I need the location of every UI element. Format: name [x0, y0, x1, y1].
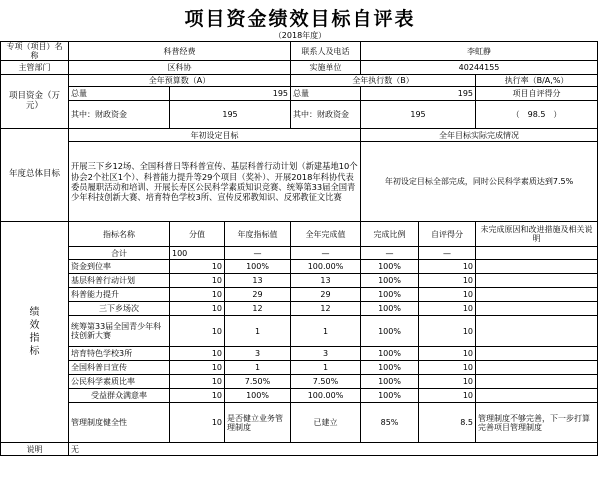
project-name-label: 专项（项目）名称 — [1, 42, 69, 61]
row-name: 统筹第33届全国青少年科技创新大赛 — [69, 316, 170, 347]
row-name: 公民科学素质比率 — [69, 375, 170, 389]
row-actual: 7.50% — [291, 375, 361, 389]
table-row — [1, 375, 598, 389]
row-reason — [476, 288, 598, 302]
row-self: 8.5 — [419, 403, 476, 443]
row-target: 3 — [225, 347, 291, 361]
note-value: 无 — [69, 443, 598, 456]
row-reason — [476, 361, 598, 375]
table-row — [1, 361, 598, 375]
total-ratio: — — [361, 247, 419, 260]
row-ratio: 100% — [361, 274, 419, 288]
row-score: 10 — [170, 389, 225, 403]
total-reason — [476, 247, 598, 260]
row-target: 100% — [225, 260, 291, 274]
table-row — [1, 389, 598, 403]
row-actual: 100.00% — [291, 389, 361, 403]
project-name-value: 科普经费 — [69, 42, 291, 61]
row-target: 7.50% — [225, 375, 291, 389]
budget-header: 全年预算数（A） — [69, 75, 291, 87]
exec-total-label: 总量 — [291, 87, 361, 101]
row-target: 1 — [225, 361, 291, 375]
row-ratio: 100% — [361, 260, 419, 274]
total-self: — — [419, 247, 476, 260]
perf-label-text: 绩效指标 — [29, 307, 40, 358]
initial-goal-header: 年初设定目标 — [69, 129, 361, 142]
evaluation-table — [0, 41, 598, 456]
report-year: （2018年度） — [273, 31, 327, 40]
row-self: 10 — [419, 302, 476, 316]
row-reason — [476, 260, 598, 274]
row-target: 1 — [225, 316, 291, 347]
row-target: 13 — [225, 274, 291, 288]
actual-goal-text: 年初设定目标全部完成，同时公民科学素质达到7.5% — [361, 142, 598, 222]
row-ratio: 100% — [361, 389, 419, 403]
row-ratio: 100% — [361, 316, 419, 347]
dept-label: 主管部门 — [1, 61, 69, 75]
row-target: 29 — [225, 288, 291, 302]
header-ratio: 完成比例 — [361, 222, 419, 247]
page-title: 项目资金绩效目标自评表 — [184, 8, 416, 30]
row-actual: 29 — [291, 288, 361, 302]
row-name: 受益群众满意率 — [69, 389, 170, 403]
row-self: 10 — [419, 389, 476, 403]
unit-value: 40244155 — [361, 61, 598, 75]
row-reason — [476, 347, 598, 361]
row-actual: 12 — [291, 302, 361, 316]
row-self: 10 — [419, 274, 476, 288]
row-name: 全国科普日宣传 — [69, 361, 170, 375]
row-target: 100% — [225, 389, 291, 403]
unit-label: 实施单位 — [291, 61, 361, 75]
row-name: 科普能力提升 — [69, 288, 170, 302]
row-self: 10 — [419, 316, 476, 347]
row-actual: 100.00% — [291, 260, 361, 274]
row-self: 10 — [419, 288, 476, 302]
total-name: 合计 — [69, 247, 170, 260]
row-score: 10 — [170, 260, 225, 274]
budget-fiscal-label: 其中：财政资金 — [69, 101, 170, 129]
row-actual: 1 — [291, 316, 361, 347]
table-row — [1, 347, 598, 361]
note-label: 说明 — [1, 443, 69, 456]
row-name: 基层科普行动计划 — [69, 274, 170, 288]
table-row — [1, 274, 598, 288]
initial-goal-text: 开展三下乡12场、全国科普日等科普宣传、基层科普行动计划（新建基地10个协会2个社区1个）、科普能力提升等29个项目（奖补）、开展2018年科协代表委员履职活动和培训、开展长寿区公民科学素质知识竞赛、统筹第33届全国青少年科技创新大赛、培育特色学校3所、宣传反邪教知识、反邪教征文比赛 — [69, 142, 361, 222]
header-actual: 全年完成值 — [291, 222, 361, 247]
row-self: 10 — [419, 375, 476, 389]
exec-fiscal: 195 — [361, 101, 476, 129]
row-score: 10 — [170, 274, 225, 288]
table-row — [1, 316, 598, 347]
row-reason — [476, 274, 598, 288]
row-ratio: 100% — [361, 375, 419, 389]
row-score: 10 — [170, 316, 225, 347]
total-target: — — [225, 247, 291, 260]
row-self: 10 — [419, 361, 476, 375]
row-score: 10 — [170, 361, 225, 375]
row-name: 培育特色学校3所 — [69, 347, 170, 361]
exec-total: 195 — [361, 87, 476, 101]
score-value: （ 98.5 ） — [476, 101, 598, 129]
contact-label: 联系人及电话 — [291, 42, 361, 61]
row-target: 12 — [225, 302, 291, 316]
header-name: 指标名称 — [69, 222, 170, 247]
header-score: 分值 — [170, 222, 225, 247]
contact-value: 李虹静 — [361, 42, 598, 61]
row-actual: 1 — [291, 361, 361, 375]
goals-label: 年度总体目标 — [1, 129, 69, 222]
row-score: 10 — [170, 347, 225, 361]
total-score: 100 — [170, 247, 225, 260]
perf-label — [1, 222, 69, 443]
row-reason — [476, 389, 598, 403]
row-name: 管理制度健全性 — [69, 403, 170, 443]
row-self: 10 — [419, 347, 476, 361]
row-name: 资金到位率 — [69, 260, 170, 274]
row-ratio: 100% — [361, 302, 419, 316]
row-ratio: 100% — [361, 347, 419, 361]
header-reason: 未完成原因和改进措施及相关说明 — [476, 222, 598, 247]
table-row — [1, 302, 598, 316]
row-name: 三下乡场次 — [69, 302, 170, 316]
table-row — [1, 260, 598, 274]
actual-goal-header: 全年目标实际完成情况 — [361, 129, 598, 142]
row-reason — [476, 302, 598, 316]
rate-header: 执行率（B/A,%） — [476, 75, 598, 87]
row-ratio: 100% — [361, 288, 419, 302]
row-reason — [476, 316, 598, 347]
row-score: 10 — [170, 375, 225, 389]
funds-label: 项目资金（万元） — [1, 75, 69, 129]
exec-header: 全年执行数（B） — [291, 75, 476, 87]
budget-fiscal: 195 — [170, 101, 291, 129]
table-row — [1, 288, 598, 302]
row-reason — [476, 375, 598, 389]
row-score: 10 — [170, 288, 225, 302]
row-actual: 13 — [291, 274, 361, 288]
budget-total: 195 — [170, 87, 291, 101]
budget-total-label: 总量 — [69, 87, 170, 101]
score-label: 项目自评得分 — [476, 87, 598, 101]
row-target: 是否健立业务管理制度 — [225, 403, 291, 443]
row-ratio: 85% — [361, 403, 419, 443]
row-actual: 已建立 — [291, 403, 361, 443]
row-reason: 管理制度不够完善，下一步打算完善项目管理制度 — [476, 403, 598, 443]
header-self: 自评得分 — [419, 222, 476, 247]
dept-value: 区科协 — [69, 61, 291, 75]
row-self: 10 — [419, 260, 476, 274]
row-score: 10 — [170, 302, 225, 316]
row-actual: 3 — [291, 347, 361, 361]
exec-fiscal-label: 其中：财政资金 — [291, 101, 361, 129]
total-actual: — — [291, 247, 361, 260]
row-score: 10 — [170, 403, 225, 443]
row-ratio: 100% — [361, 361, 419, 375]
header-target: 年度指标值 — [225, 222, 291, 247]
table-row — [1, 403, 598, 443]
